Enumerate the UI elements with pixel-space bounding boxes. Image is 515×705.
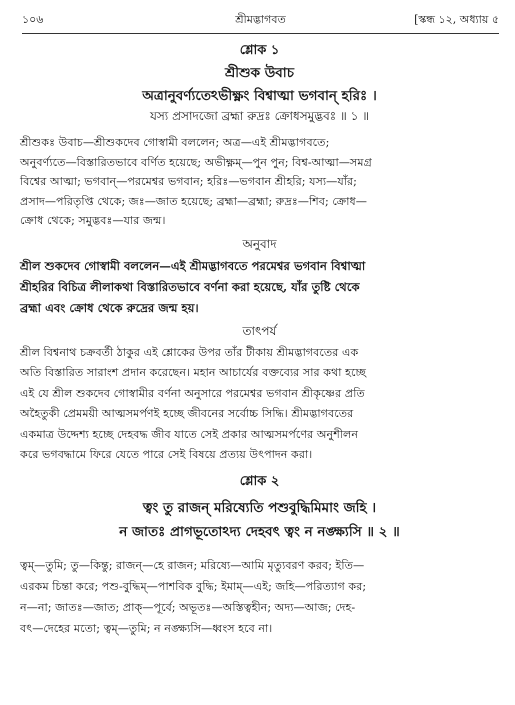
translation-line: ব্রহ্মা এবং ক্রোধ থেকে রুদ্রের জন্ম হয়। (20, 301, 199, 315)
purport-text (20, 343, 499, 465)
translation-text (20, 256, 499, 319)
verse-1-speaker: শ্রীশুক উবাচ (224, 65, 295, 81)
purport-line: অতি বিস্তারিত সারাংশ প্রদান করেছেন। মহান আচার্যের বক্তব্যের সার কথা হচ্ছে (20, 366, 367, 380)
purport-heading: তাৎপর্য (242, 324, 277, 338)
synonym-line: এরকম চিন্তা করে; পশু-বুদ্ধিম্—পাশবিক বুদ্ধি; ইমাম্—এই; জহি—পরিত্যাগ কর; (20, 580, 367, 593)
translation-line: শ্রীল শুকদেব গোস্বামী বললেন—এই শ্রীমদ্ভাগবতে পরমেশ্বর ভগবান বিশ্বাত্মা (20, 259, 366, 273)
page-number: ১০৬ (22, 12, 44, 26)
verse-1-label: শ্লোক ১ (239, 43, 280, 58)
verse-2-synonyms (20, 555, 499, 639)
synonym-line: বিশ্বের আত্মা; ভগবান্—পরমেশ্বর ভগবান; হরিঃ—ভগবান শ্রীহরি; যস্য—যাঁর; (20, 175, 357, 189)
synonym-line: প্রসাদ—পরিতৃপ্তি থেকে; জঃ—জাত হয়েছে; ব্রহ্মা—ব্রহ্মা; রুদ্রঃ—শিব; ক্রোধ— (20, 194, 367, 208)
purport-line: শ্রীল বিশ্বনাথ চক্রবর্তী ঠাকুর এই শ্লোকের উপর তাঁর টীকায় শ্রীমদ্ভাগবতের এক (20, 346, 359, 359)
synonym-line: ত্বম্—তুমি; তু—কিন্তু; রাজন্—হে রাজন; মরিষ্যে—আমি মৃত্যুবরণ করব; ইতি— (20, 559, 365, 572)
header-rule (22, 33, 499, 34)
verse-2-label: শ্লোক ২ (239, 474, 280, 489)
verse-1-synonyms (20, 133, 499, 231)
translation-line: শ্রীহরির বিচিত্র লীলাকথা বিস্তারিতভাবে বর্ণনা করা হয়েছে, যাঁর তুষ্টি থেকে (20, 280, 360, 294)
synonym-line: ন—না; জাতঃ—জাত; প্রাক্—পূর্বে; অভূতঃ—অস্তিত্বহীন; অদ্য—আজ; দেহ- (20, 601, 356, 614)
running-header (22, 10, 499, 30)
verse-1-line-1: অত্রানুবর্ণ্যতেঽভীক্ষ্ণং বিশ্বাত্মা ভগবান্ হরিঃ । (142, 88, 377, 104)
purport-line: এই যে শ্রীল শুকদেব গোস্বামীর বর্ণনা অনুসারে পরমেশ্বর ভগবান শ্রীকৃষ্ণের প্রতি (20, 386, 365, 400)
synonym-line: শ্রীশুকঃ উবাচ—শ্রীশুকদেব গোস্বামী বললেন; অত্র—এই শ্রীমদ্ভাগবতে; (20, 136, 330, 149)
translation-heading: অনুবাদ (242, 237, 277, 251)
purport-line: অহৈতুকী প্রেমময়ী আত্মসমর্পণই হচ্ছে জীবনের সর্বোচ্চ সিদ্ধি। শ্রীমদ্ভাগবতের (20, 407, 354, 421)
verse-2-line-2: ন জাতঃ প্রাগভূতোঽদ্য দেহবৎ ত্বং ন নঙ্ক্ষ্যসি ॥ ২ ॥ (119, 524, 400, 540)
synonym-line: অনুবর্ণ্যতে—বিস্তারিতভাবে বর্ণিত হয়েছে; অভীক্ষ্ণম্—পুন পুন; বিশ্ব-আত্মা—সমগ্র (20, 155, 372, 169)
purport-line: করে ভগবদ্ধামে ফিরে যেতে পারে সেই বিষয়ে প্রত্যয় উৎপাদন করা। (20, 448, 313, 462)
book-title: শ্রীমদ্ভাগবত (235, 12, 286, 26)
verse-1-line-2: যস্য প্রসাদজো ব্রহ্মা রুদ্রঃ ক্রোধসমুদ্ভবঃ ॥ ১ ॥ (149, 109, 370, 123)
verse-2-line-1: ত্বং তু রাজন্ মরিষ্যেতি পশুবুদ্ধিমিমাং জহি । (142, 500, 377, 516)
synonym-line: বৎ—দেহের মতো; ত্বম্—তুমি; ন নঙ্ক্ষ্যসি—ধ্বংস হবে না। (20, 622, 273, 635)
canto-chapter: [স্কন্ধ ১২, অধ্যায় ৫ (414, 12, 499, 26)
purport-line: একমাত্র উদ্দেশ্য হচ্ছে দেহবদ্ধ জীব যাতে সেই প্রকার আত্মসমর্পণের অনুশীলন (20, 427, 359, 441)
synonym-line: ক্রোধ থেকে; সমুদ্ভবঃ—যার জন্ম। (20, 214, 166, 228)
